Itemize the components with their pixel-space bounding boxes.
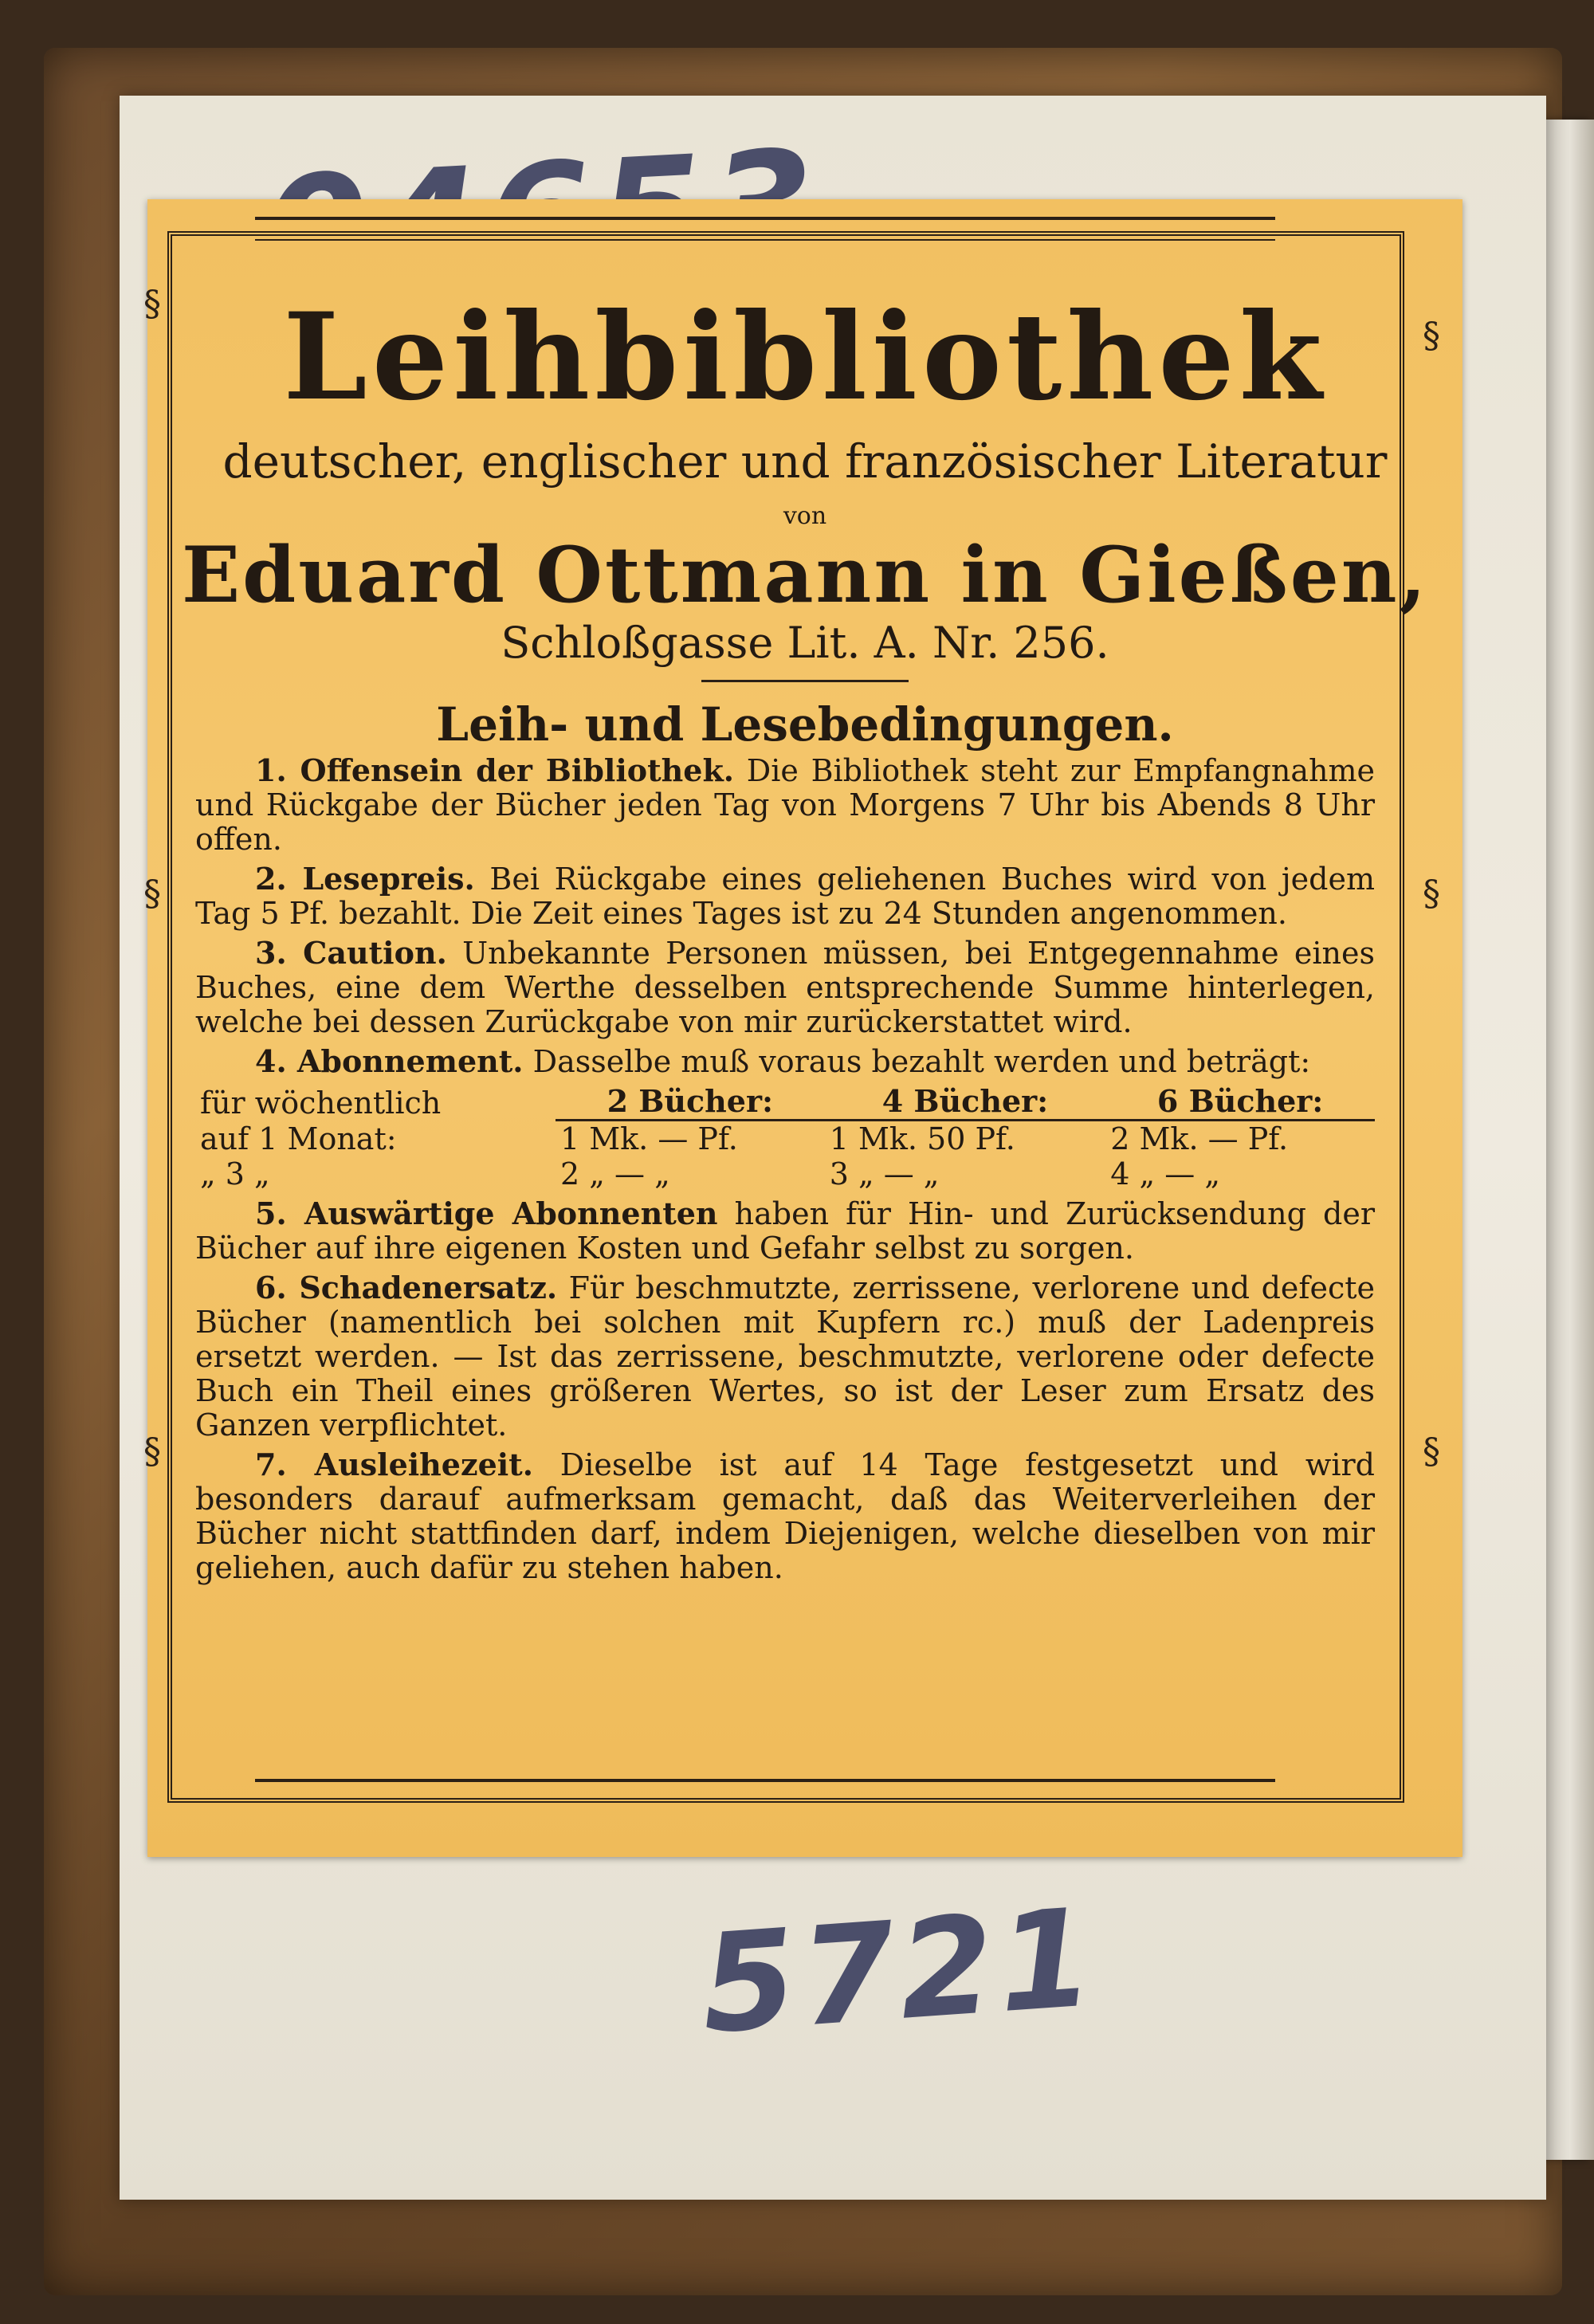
condition-label: 6. Schadenersatz. <box>255 1270 558 1305</box>
table-row <box>195 1121 1375 1157</box>
condition-paragraph <box>195 862 1375 931</box>
right-border-ornament: § <box>1423 873 1440 914</box>
table-row <box>195 1156 1375 1191</box>
label-von: von <box>783 502 827 530</box>
table-header-cell: 4 Bücher: <box>825 1084 1106 1121</box>
left-border-ornament: § <box>143 873 161 914</box>
conditions-heading: Leih- und Lesebedingungen. <box>436 697 1174 752</box>
owner-name: Eduard Ottmann in Gießen, <box>182 530 1428 620</box>
right-border-ornament: § <box>1423 1431 1440 1472</box>
table-header-cell: 2 Bücher: <box>556 1084 825 1121</box>
table-cell: 3 „ — „ <box>829 1156 940 1191</box>
table-cell: für wöchentlich <box>200 1085 442 1121</box>
condition-paragraph <box>195 1447 1375 1585</box>
condition-text: Dasselbe muß voraus bezahlt werden und beträgt: <box>532 1044 1311 1079</box>
condition-label: 7. Ausleihezeit. <box>255 1447 533 1482</box>
subscription-table <box>195 1084 1375 1191</box>
separator-rule <box>701 680 909 682</box>
table-cell: 1 Mk. — Pf. <box>559 1121 738 1156</box>
condition-label: 2. Lesepreis. <box>255 861 475 897</box>
handwritten-inventory-number: 5721 <box>696 1878 1103 2065</box>
condition-text: Für beschmutzte, zerrissene, verlorene und defecte Bücher (namentlich bei solchen mit Kupfern rc.) muß der Ladenpreis ersetzt werden. — Ist das zerrissene, beschmutzte, verlorene oder defecte Buch ein Theil eines größeren Wertes, so ist der Leser zum Ersatz des Ganzen verpflichtet. <box>195 1270 1375 1443</box>
condition-label: 5. Auswärtige Abonnenten <box>255 1195 718 1231</box>
condition-paragraph <box>195 1270 1375 1443</box>
table-cell: 2 „ — „ <box>559 1156 670 1191</box>
condition-label: 3. Caution. <box>255 935 447 971</box>
condition-label: 1. Offensein der Bibliothek. <box>255 752 735 788</box>
conditions-body <box>195 753 1375 1590</box>
left-border-ornament: § <box>143 1431 161 1472</box>
table-header-row <box>195 1084 1375 1121</box>
table-header-cell: 6 Bücher: <box>1105 1084 1375 1121</box>
table-cell: auf 1 Monat: <box>200 1121 397 1156</box>
condition-label: 4. Abonnement. <box>255 1043 524 1079</box>
condition-text: Dieselbe ist auf 14 Tage festgesetzt und wird besonders darauf aufmerksam gemacht, daß das Weiterverleihen der Bücher nicht stattfinden darf, indem Diejenigen, welche dieselben von mir geliehen, auch dafür zu stehen haben. <box>195 1447 1375 1585</box>
condition-text: haben für Hin- und Zurücksendung der Bücher auf ihre eigenen Kosten und Gefahr selbst zu sorgen. <box>195 1196 1375 1266</box>
condition-text: Die Bibliothek steht zur Empfangnahme und Rückgabe der Bücher jeden Tag von Morgens 7 Uhr bis Abends 8 Uhr offen. <box>195 753 1375 857</box>
table-cell: 1 Mk. 50 Pf. <box>829 1121 1015 1156</box>
label-subtitle: deutscher, englischer und französischer Literatur <box>222 434 1388 489</box>
left-border-ornament: § <box>143 284 161 324</box>
table-cell: 4 „ — „ <box>1110 1156 1221 1191</box>
table-cell: 2 Mk. — Pf. <box>1110 1121 1289 1156</box>
condition-paragraph <box>195 1044 1375 1079</box>
condition-text: Bei Rückgabe eines geliehenen Buches wird von jedem Tag 5 Pf. bezahlt. Die Zeit eines Tages ist zu 24 Stunden angenommen. <box>195 862 1375 931</box>
owner-address: Schloßgasse Lit. A. Nr. 256. <box>501 618 1109 668</box>
condition-paragraph <box>195 1196 1375 1266</box>
label-title: Leihbibliothek <box>283 287 1327 427</box>
condition-paragraph <box>195 753 1375 857</box>
condition-text: Unbekannte Personen müssen, bei Entgegennahme eines Buches, eine dem Werthe desselben entsprechende Summe hinterlegen, welche bei dessen Zurückgabe von mir zurückerstattet wird. <box>195 936 1375 1039</box>
table-cell: „ 3 „ <box>200 1156 270 1191</box>
right-border-ornament: § <box>1423 316 1440 356</box>
condition-paragraph <box>195 936 1375 1039</box>
